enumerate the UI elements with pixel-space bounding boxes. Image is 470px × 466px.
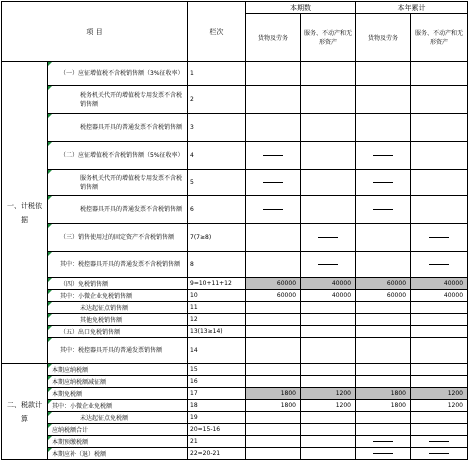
cell-goods-ytd[interactable]: 60000: [356, 290, 411, 302]
row-line-number: 15: [188, 364, 246, 376]
cell-goods[interactable]: [246, 170, 301, 196]
cell-services-ytd[interactable]: [411, 170, 468, 196]
row-line-number: 2: [188, 86, 246, 114]
section-tax-basis: 一、计税依据: [2, 62, 48, 364]
row-label: 税控器具开具的普通发票不含税销售额: [48, 196, 188, 224]
cell-services-ytd[interactable]: [411, 302, 468, 314]
row-label: 其中：税控器具开具的普通发票销售额: [48, 338, 188, 364]
row-label: （四）免税销售额: [48, 278, 188, 290]
not-applicable-dash: [429, 237, 449, 238]
cell-goods[interactable]: [246, 338, 301, 364]
cell-services-ytd[interactable]: [411, 448, 468, 460]
table-row: [2, 290, 468, 302]
cell-goods[interactable]: [246, 376, 301, 388]
cell-goods-ytd[interactable]: [356, 436, 411, 448]
cell-goods-ytd[interactable]: [356, 86, 411, 114]
row-label: 其中：小微企业免税额: [48, 400, 188, 412]
header-col-services: 服务、不动产和无形资产: [301, 14, 356, 62]
row-label: 其中：税控器具开具的普通发票不含税销售额: [48, 252, 188, 278]
cell-services[interactable]: [301, 338, 356, 364]
table-row: [2, 302, 468, 314]
cell-services[interactable]: [301, 326, 356, 338]
cell-services-ytd[interactable]: 40000: [411, 290, 468, 302]
row-line-number: 21: [188, 436, 246, 448]
cell-goods[interactable]: [246, 302, 301, 314]
table-row: [2, 424, 468, 436]
cell-services-ytd[interactable]: 40000: [411, 278, 468, 290]
cell-services-ytd[interactable]: [411, 252, 468, 278]
cell-goods-ytd[interactable]: [356, 114, 411, 142]
cell-services[interactable]: [301, 314, 356, 326]
cell-goods-ytd[interactable]: 60000: [356, 278, 411, 290]
row-label: 其中：小微企业免税销售额: [48, 290, 188, 302]
not-applicable-dash: [429, 441, 449, 442]
row-label: 未达起征点销售额: [48, 302, 188, 314]
row-label: 税务机关代开的增值税专用发票不含税销售额: [48, 86, 188, 114]
header-col-goods-ytd: 货物及劳务: [356, 14, 411, 62]
cell-services[interactable]: [301, 170, 356, 196]
cell-services[interactable]: [301, 412, 356, 424]
cell-services-ytd[interactable]: [411, 224, 468, 252]
row-label: 本期预缴税额: [48, 436, 188, 448]
cell-goods[interactable]: [246, 364, 301, 376]
tax-return-sheet: [1, 1, 468, 460]
table-row: [2, 314, 468, 326]
row-line-number: 5: [188, 170, 246, 196]
cell-goods[interactable]: [246, 62, 301, 86]
cell-services[interactable]: [301, 196, 356, 224]
row-line-number: 1: [188, 62, 246, 86]
cell-goods[interactable]: [246, 224, 301, 252]
not-applicable-dash: [263, 209, 283, 210]
row-label: 应纳税额合计: [48, 424, 188, 436]
header-row-1: [2, 2, 468, 14]
row-label: （五）出口免税销售额: [48, 326, 188, 338]
cell-services[interactable]: [301, 224, 356, 252]
cell-services[interactable]: [301, 142, 356, 170]
cell-goods[interactable]: [246, 448, 301, 460]
cell-goods[interactable]: 60000: [246, 290, 301, 302]
row-line-number: 11: [188, 302, 246, 314]
table-row: [2, 400, 468, 412]
header-lineno: 栏次: [188, 2, 246, 62]
cell-services[interactable]: [301, 86, 356, 114]
table-row: [2, 364, 468, 376]
table-row: [2, 448, 468, 460]
table-row: [2, 252, 468, 278]
cell-services-ytd[interactable]: [411, 326, 468, 338]
cell-goods-ytd[interactable]: [356, 326, 411, 338]
not-applicable-dash: [318, 264, 338, 265]
cell-goods[interactable]: 60000: [246, 278, 301, 290]
cell-goods-ytd[interactable]: [356, 314, 411, 326]
table-row: [2, 326, 468, 338]
cell-goods[interactable]: [246, 424, 301, 436]
row-label: 税控器具开具的普通发票不含税销售额: [48, 114, 188, 142]
row-line-number: 16: [188, 376, 246, 388]
table-row: [2, 436, 468, 448]
row-label: （一）应征增值税不含税销售额（3%征收率）: [48, 62, 188, 86]
table-row: [2, 196, 468, 224]
table-row: [2, 278, 468, 290]
row-line-number: 14: [188, 338, 246, 364]
cell-services[interactable]: [301, 252, 356, 278]
cell-services[interactable]: 1200: [301, 388, 356, 400]
not-applicable-dash: [263, 155, 283, 156]
cell-goods-ytd[interactable]: [356, 338, 411, 364]
cell-goods-ytd[interactable]: [356, 364, 411, 376]
cell-goods[interactable]: [246, 436, 301, 448]
cell-services-ytd[interactable]: 1200: [411, 388, 468, 400]
header-col-services-ytd: 服务、不动产和无形资产: [411, 14, 468, 62]
cell-services-ytd[interactable]: [411, 196, 468, 224]
cell-goods[interactable]: [246, 196, 301, 224]
table-row: [2, 62, 468, 86]
row-line-number: 4: [188, 142, 246, 170]
cell-services-ytd[interactable]: 1200: [411, 400, 468, 412]
cell-services-ytd[interactable]: [411, 314, 468, 326]
cell-services[interactable]: [301, 114, 356, 142]
cell-services-ytd[interactable]: [411, 412, 468, 424]
cell-goods[interactable]: 1800: [246, 388, 301, 400]
cell-services-ytd[interactable]: [411, 86, 468, 114]
row-line-number: 22=20-21: [188, 448, 246, 460]
table-row: [2, 114, 468, 142]
row-line-number: 10: [188, 290, 246, 302]
header-period-ytd: 本年累计: [356, 2, 468, 14]
row-line-number: 13(13≥14): [188, 326, 246, 338]
cell-services-ytd[interactable]: [411, 338, 468, 364]
cell-services[interactable]: 1200: [301, 400, 356, 412]
cell-goods-ytd[interactable]: [356, 448, 411, 460]
not-applicable-dash: [373, 155, 393, 156]
not-applicable-dash: [373, 453, 393, 454]
cell-services[interactable]: [301, 364, 356, 376]
row-label: （三）销售使用过的固定资产不含税销售额: [48, 224, 188, 252]
cell-services-ytd[interactable]: [411, 424, 468, 436]
cell-goods-ytd[interactable]: [356, 224, 411, 252]
row-line-number: 18: [188, 400, 246, 412]
table-row: [2, 338, 468, 364]
cell-goods-ytd[interactable]: [356, 196, 411, 224]
cell-services-ytd[interactable]: [411, 114, 468, 142]
row-label: 本期应纳税额: [48, 364, 188, 376]
row-label: 本期应补（退）税额: [48, 448, 188, 460]
header-period-current: 本期数: [246, 2, 356, 14]
cell-goods[interactable]: [246, 114, 301, 142]
row-line-number: 20=15-16: [188, 424, 246, 436]
header-col-goods: 货物及劳务: [246, 14, 301, 62]
cell-goods[interactable]: [246, 86, 301, 114]
cell-goods-ytd[interactable]: [356, 376, 411, 388]
row-label: 服务机关代开的增值税专用发票不含税销售额: [48, 170, 188, 196]
cell-services-ytd[interactable]: [411, 62, 468, 86]
row-line-number: 17: [188, 388, 246, 400]
not-applicable-dash: [318, 237, 338, 238]
row-label: （二）应征增值税不含税销售额（5%征收率）: [48, 142, 188, 170]
cell-services[interactable]: [301, 376, 356, 388]
row-label: 未达起征点免税额: [48, 412, 188, 424]
row-line-number: 9=10+11+12: [188, 278, 246, 290]
row-line-number: 8: [188, 252, 246, 278]
cell-goods[interactable]: [246, 314, 301, 326]
row-line-number: 19: [188, 412, 246, 424]
not-applicable-dash: [429, 453, 449, 454]
row-label: 本期免税额: [48, 388, 188, 400]
table-row: [2, 224, 468, 252]
cell-goods-ytd[interactable]: [356, 170, 411, 196]
cell-services[interactable]: [301, 302, 356, 314]
cell-goods-ytd[interactable]: [356, 302, 411, 314]
cell-goods-ytd[interactable]: [356, 62, 411, 86]
cell-services[interactable]: 40000: [301, 278, 356, 290]
cell-goods-ytd[interactable]: [356, 424, 411, 436]
cell-goods[interactable]: [246, 326, 301, 338]
cell-services[interactable]: [301, 436, 356, 448]
not-applicable-dash: [373, 441, 393, 442]
cell-goods[interactable]: [246, 252, 301, 278]
row-label: 本期应纳税额减征额: [48, 376, 188, 388]
cell-services[interactable]: [301, 424, 356, 436]
cell-goods-ytd[interactable]: [356, 412, 411, 424]
cell-services-ytd[interactable]: [411, 364, 468, 376]
row-line-number: 7(7≥8): [188, 224, 246, 252]
cell-goods-ytd[interactable]: 1800: [356, 400, 411, 412]
section-tax-calc: 二、税款计算: [2, 364, 48, 460]
header-item: 项 目: [2, 2, 188, 62]
cell-goods[interactable]: 1800: [246, 400, 301, 412]
cell-goods[interactable]: [246, 142, 301, 170]
cell-services-ytd[interactable]: [411, 436, 468, 448]
row-line-number: 6: [188, 196, 246, 224]
row-label: 其他免税销售额: [48, 314, 188, 326]
cell-goods-ytd[interactable]: [356, 252, 411, 278]
not-applicable-dash: [373, 209, 393, 210]
row-line-number: 3: [188, 114, 246, 142]
table-row: [2, 376, 468, 388]
cell-services[interactable]: [301, 448, 356, 460]
cell-services-ytd[interactable]: [411, 376, 468, 388]
cell-services[interactable]: 40000: [301, 290, 356, 302]
table-row: [2, 86, 468, 114]
table-row: [2, 388, 468, 400]
cell-goods[interactable]: [246, 412, 301, 424]
table-row: [2, 142, 468, 170]
cell-services-ytd[interactable]: [411, 142, 468, 170]
table-row: [2, 412, 468, 424]
not-applicable-dash: [373, 182, 393, 183]
not-applicable-dash: [429, 264, 449, 265]
cell-goods-ytd[interactable]: [356, 142, 411, 170]
cell-goods-ytd[interactable]: 1800: [356, 388, 411, 400]
row-line-number: 12: [188, 314, 246, 326]
cell-services[interactable]: [301, 62, 356, 86]
not-applicable-dash: [263, 182, 283, 183]
table-row: [2, 170, 468, 196]
